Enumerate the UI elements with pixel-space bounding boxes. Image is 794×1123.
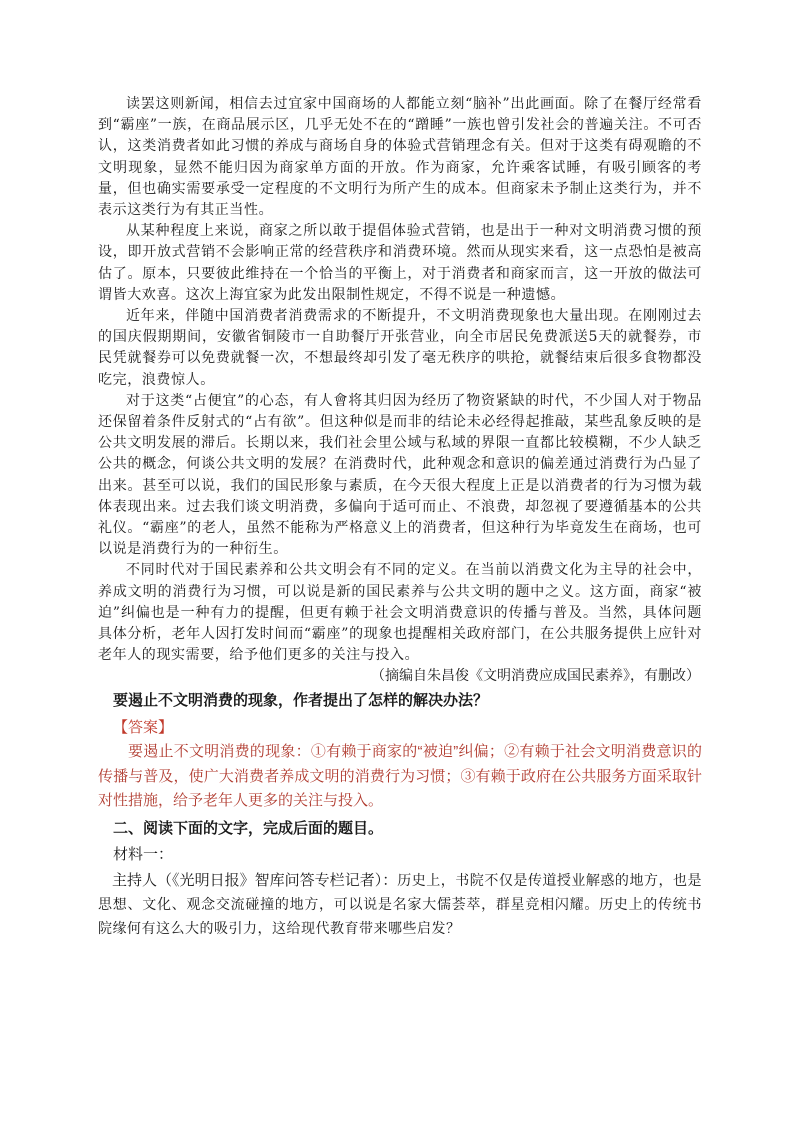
article-paragraph-1: 读罢这则新闻，相信去过宜家中国商场的人都能立刻“脑补”出此画面。除了在餐厅经常看到“霸座”一族，在商品展示区，几乎无处不在的“蹭睡”一族也曾引发社会的普遍关注。不可否认，这类消费者如此习惯的养成与商场自身的体验式营销理念有关。但对于这类有碍观瞻的不文明现象，显然不能归因为商家单方面的开放。作为商家，允许乘客试睡，有吸引顾客的考量，但也确实需要承受一定程度的不文明行为所产生的成本。但商家未予制止这类行为，并不表示这类行为有其正当性。 bbox=[98, 96, 702, 219]
section-heading: 二、阅读下面的文字，完成后面的题目。 bbox=[113, 819, 384, 837]
article-paragraph-5: 不同时代对于国民素养和公共文明会有不同的定义。在当前以消费文化为主导的社会中，养成文明的消费行为习惯，可以说是新的国民素养与公共文明的题中之义。这方面，商家“被迫”纠偏也是一种有力的提醒，但更有赖于社会文明消费意识的传播与普及。当然，具体问题具体分析，老年人因打发时间而“霸座”的现象也提醒相关政府部门，在公共服务提供上应针对老年人的现实需要，给予他们更多的关注与投入。 bbox=[98, 562, 702, 664]
host-label: 主持人（《光明日报》智库问答专栏记者）： bbox=[112, 871, 398, 889]
question-text: 要遏止不文明消费的现象，作者提出了怎样的解决办法？ bbox=[113, 692, 489, 710]
article-paragraph-2: 从某种程度上来说，商家之所以敢于提倡体验式营销，也是出于一种对文明消费习惯的预设，即开放式营销不会影响正常的经营秩序和消费环境。然而从现实来看，这一点恐怕是被高估了。原本，只要彼此维持在一个恰当的平衡上，对于消费者和商家而言，这一开放的做法可谓皆大欢喜。这次上海宜家为此发出限制性规定，不得不说是一种遗憾。 bbox=[98, 223, 702, 303]
document-page bbox=[98, 94, 702, 941]
material-label: 材料一： bbox=[113, 845, 174, 863]
host-paragraph bbox=[98, 869, 702, 941]
article-paragraph-4: 对于这类“占便宜”的心态，有人會将其归因为经历了物资紧缺的时代，不少国人对于物品还保留着条件反射式的“占有欲”。但这种似是而非的结论未必经得起推敲，某些乱象反映的是公共文明发展的滞后。长期以来，我们社会里公域与私域的界限一直都比较模糊，不少人缺乏公共的概念，何谈公共文明的发展？在消费时代，此种观念和意识的偏差通过消费行为凸显了出来。甚至可以说，我们的国民形象与素质，在今天很大程度上正是以消费者的行为习惯为载体表现出来。过去我们谈文明消费，多偏向于适可而止、不浪费，却忽视了要遵循基本的公共礼仪。“霸座”的老人，虽然不能称为严格意义上的消费者，但这种行为毕竟发生在商场，也可以说是消费行为的一种衍生。 bbox=[98, 392, 702, 558]
host-text: 历史上，书院不仅是传道授业解惑的地方，也是思想、文化、观念交流碰撞的地方，可以说是名家大儒荟萃，群星竞相闪耀。历史上的传统书院缘何有这么大的吸引力，这给现代教育带来哪些启发？ bbox=[98, 872, 702, 937]
answer-label: 【答案】 bbox=[113, 719, 174, 737]
article-source: （摘编自朱昌俊《文明消费应成国民素养》，有删改） bbox=[371, 669, 700, 685]
answer-text: 要遏止不文明消费的现象：①有赖于商家的“被迫”纠偏；②有赖于社会文明消费意识的传播与普及，使广大消费者养成文明的消费行为习惯；③有赖于政府在公共服务方面采取针对性措施，给予老年人更多的关注与投入。 bbox=[98, 743, 702, 810]
article-paragraph-3: 近年来，伴随中国消费者消费需求的不断提升，不文明消费现象也大量出现。在刚刚过去的国庆假期期间，安徽省铜陵市一自助餐厅开张营业，向全市居民免费派送5天的就餐券，市民凭就餐券可以免费就餐一次，不想最终却引发了毫无秩序的哄抢，就餐结束后很多食物都没吃完，浪费惊人。 bbox=[98, 308, 702, 388]
